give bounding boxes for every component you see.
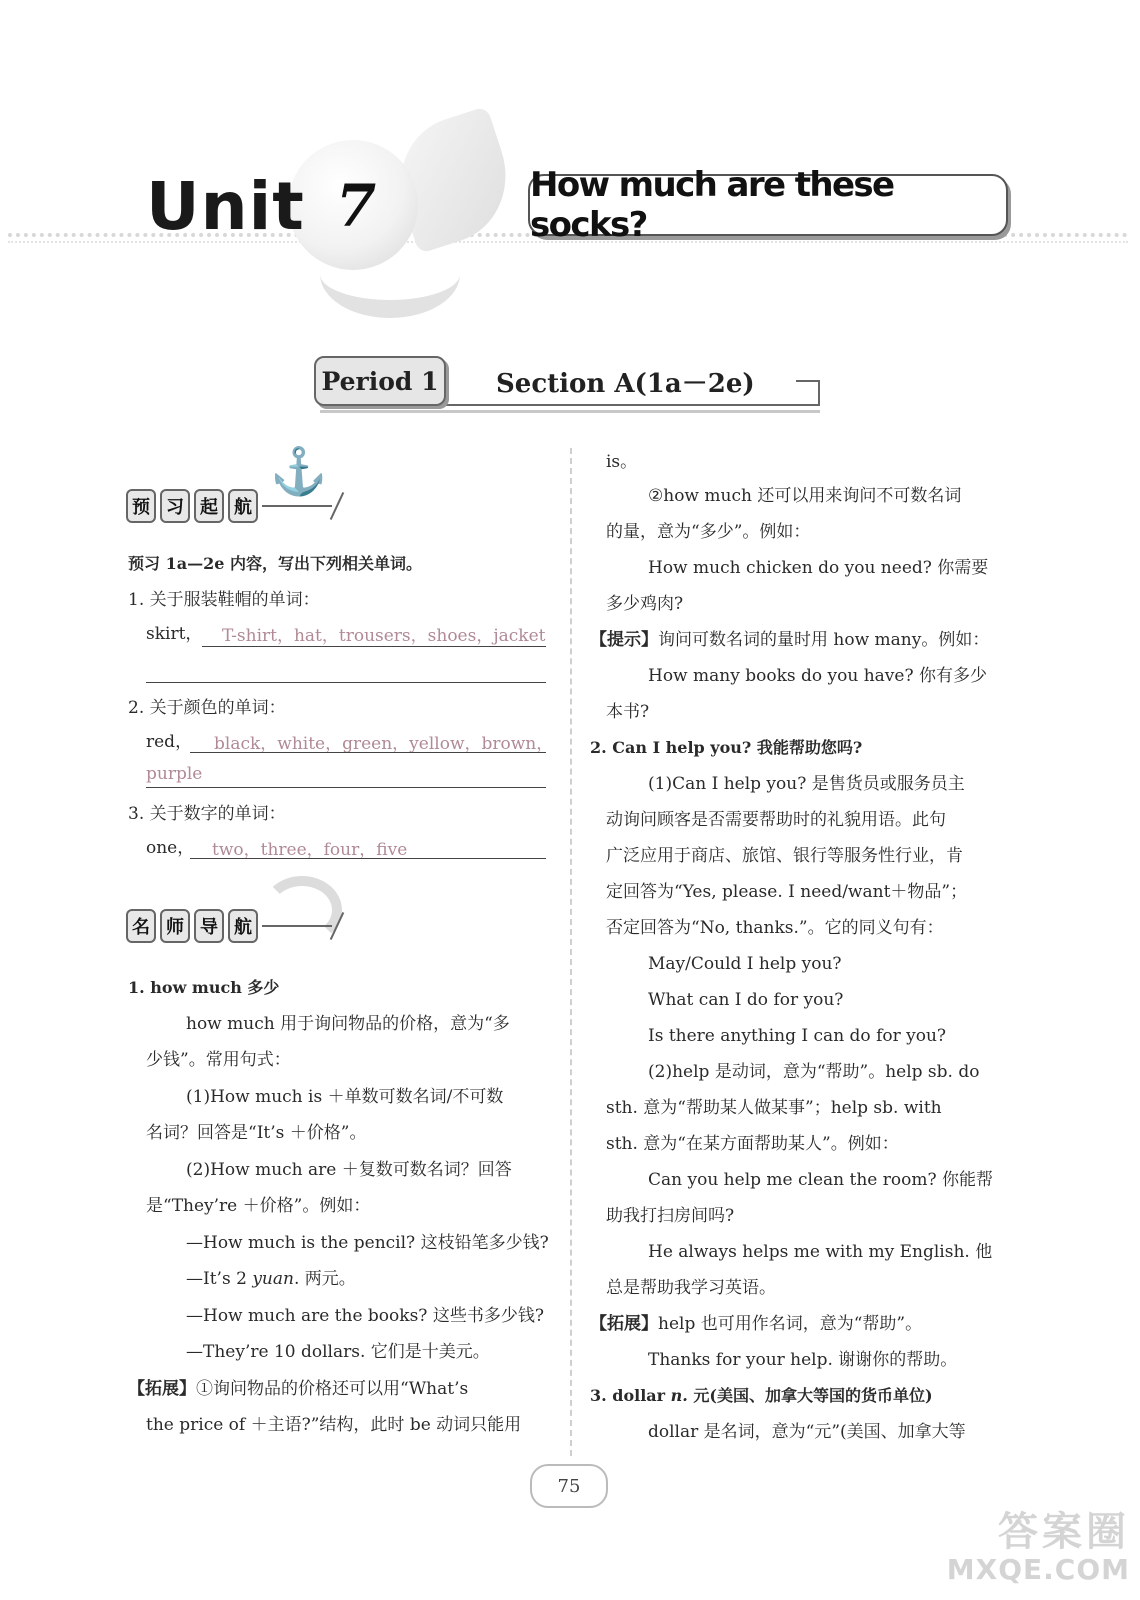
guide-tag (126, 908, 338, 944)
right-heading-3-c: 元(美国、加拿大等国的货币单位) (687, 1386, 933, 1405)
guide-example-1: —How much is the pencil? 这枝铅笔多少钱? (186, 1233, 549, 1253)
right-line-3: 的量，意为“多少”。例如： (606, 522, 811, 542)
guide-tag-char: 名 (126, 909, 156, 943)
period-hook (796, 380, 820, 406)
guide-tag-char: 航 (228, 909, 258, 943)
column-divider (570, 448, 572, 1456)
q2-title: 2. 关于颜色的单词： (128, 698, 286, 718)
right-heading-3-pos: n. (670, 1386, 688, 1405)
right-tip-label: 【提示】 (590, 630, 658, 650)
right-extension (590, 1306, 922, 1342)
preview-intro: 预习 1a—2e 内容，写出下列相关单词。 (128, 554, 422, 573)
guide-p2-line2: 名词？回答是“It’s ＋价格”。 (146, 1123, 367, 1143)
guide-tag-char: 师 (160, 909, 190, 943)
q3-answer: two，three，four，five (212, 840, 408, 860)
right-line-8: 本书? (606, 702, 650, 722)
right-example-1b: 助我打扫房间吗? (606, 1206, 735, 1226)
guide-extension-label: 【拓展】 (128, 1379, 196, 1399)
right-p7: dollar 是名词，意为“元”(美国、加拿大等 (648, 1422, 966, 1442)
right-line-2: ②how much 还可以用来询问不可数名词 (648, 486, 962, 506)
preview-tag (126, 488, 338, 524)
period-underline-shadow (320, 410, 820, 413)
guide-example-2-a: —It’s 2 (186, 1269, 253, 1289)
preview-tag-char: 航 (228, 489, 258, 523)
q1-prefix: skirt， (146, 624, 203, 644)
watermark-top: 答案圈 (998, 1509, 1130, 1555)
right-line-7: How many books do you have? 你有多少 (648, 666, 987, 686)
q2-answer-line2: purple (146, 764, 203, 784)
guide-p1-line2: 少钱”。常用句式： (146, 1050, 291, 1070)
right-line-4: How much chicken do you need? 你需要 (648, 558, 989, 578)
right-extension-label: 【拓展】 (590, 1314, 658, 1334)
guide-example-4: —They’re 10 dollars. 它们是十美元。 (186, 1342, 490, 1362)
right-p5-line1: (1)Can I help you? 是售货员或服务员主 (648, 774, 965, 794)
guide-extension (128, 1371, 468, 1407)
guide-p2-line1: (1)How much is ＋单数可数名词/不可数 (186, 1087, 504, 1107)
q3-prefix: one， (146, 838, 195, 858)
q1-title: 1. 关于服装鞋帽的单词： (128, 590, 320, 610)
guide-example-2-yuan: yuan (252, 1269, 294, 1289)
q1-blank-2 (146, 682, 546, 683)
right-heading-3 (590, 1378, 933, 1414)
guide-extension-line1: ①询问物品的价格还可以用“What’s (196, 1379, 469, 1399)
right-p5-line5: 否定回答为“No, thanks.”。它的同义句有： (606, 918, 944, 938)
preview-tag-char: 起 (194, 489, 224, 523)
right-tip-text: 询问可数名词的量时用 how many。例如： (658, 630, 990, 650)
guide-heading-1: 1. how much 多少 (128, 978, 280, 997)
q3-title: 3. 关于数字的单词： (128, 804, 286, 824)
right-heading-2: 2. Can I help you? 我能帮助您吗? (590, 738, 863, 757)
anchor-icon: ⚓ (270, 444, 328, 498)
right-p6-line1: (2)help 是动词，意为“帮助”。help sb. do (648, 1062, 980, 1082)
guide-example-2 (186, 1261, 356, 1297)
right-example-2a: He always helps me with my English. 他 (648, 1242, 993, 1262)
stem-decoration (320, 230, 460, 318)
right-example-3: Thanks for your help. 谢谢你的帮助。 (648, 1350, 958, 1370)
q3-blank (190, 858, 546, 859)
q2-blank-2 (146, 787, 546, 788)
unit-title: How much are these socks? (530, 165, 894, 245)
right-tip (590, 622, 989, 658)
q1-answer: T-shirt，hat，trousers，shoes，jacket (222, 626, 546, 646)
q1-blank-1 (202, 646, 546, 647)
guide-tag-line (262, 925, 332, 927)
period-label: Period 1 (314, 356, 446, 406)
q2-blank-1 (190, 752, 546, 753)
right-line-1: is。 (606, 452, 638, 472)
unit-title-box (528, 165, 1008, 245)
guide-example-2-c: . 两元。 (293, 1269, 356, 1289)
unit-label: Unit (146, 168, 305, 245)
section-title: Section A(1a－2e) (496, 369, 755, 399)
guide-p3-line2: 是“They’re ＋价格”。例如： (146, 1196, 371, 1216)
guide-extension-line2: the price of ＋主语?”结构，此时 be 动词只能用 (146, 1415, 522, 1435)
guide-p1-line1: how much 用于询问物品的价格，意为“多 (186, 1014, 510, 1034)
right-p6-line3: sth. 意为“在某方面帮助某人”。例如： (606, 1134, 899, 1154)
watermark-bottom: MXQE.COM (946, 1553, 1130, 1586)
guide-tag-char: 导 (194, 909, 224, 943)
right-line-5: 多少鸡肉? (606, 594, 684, 614)
watermark (910, 1510, 1130, 1586)
right-example-2b: 总是帮助我学习英语。 (606, 1278, 776, 1298)
right-heading-3-a: 3. dollar (590, 1386, 671, 1405)
right-synonym-2: What can I do for you? (648, 990, 844, 1010)
right-p5-line2: 动询问顾客是否需要帮助时的礼貌用语。此句 (606, 810, 946, 830)
guide-example-3: —How much are the books? 这些书多少钱? (186, 1306, 544, 1326)
right-p6-line2: sth. 意为“帮助某人做某事”；help sb. with (606, 1098, 942, 1118)
right-synonym-1: May/Could I help you? (648, 954, 842, 974)
guide-p3-line1: (2)How much are ＋复数可数名词？回答 (186, 1160, 512, 1180)
preview-tag-char: 预 (126, 489, 156, 523)
page-number: 75 (530, 1464, 608, 1508)
preview-tag-char: 习 (160, 489, 190, 523)
right-synonym-3: Is there anything I can do for you? (648, 1026, 947, 1046)
q2-answer-line1: black，white，green，yellow，brown， (214, 734, 554, 754)
period-underline (442, 404, 820, 406)
right-p5-line3: 广泛应用于商店、旅馆、银行等服务性行业，肯 (606, 846, 963, 866)
unit-number: 7 (335, 172, 377, 240)
right-extension-text: help 也可用作名词，意为“帮助”。 (658, 1314, 923, 1334)
preview-tag-line (262, 505, 332, 507)
right-example-1a: Can you help me clean the room? 你能帮 (648, 1170, 993, 1190)
right-p5-line4: 定回答为“Yes, please. I need/want＋物品”； (606, 882, 968, 902)
q2-prefix: red， (146, 732, 193, 752)
